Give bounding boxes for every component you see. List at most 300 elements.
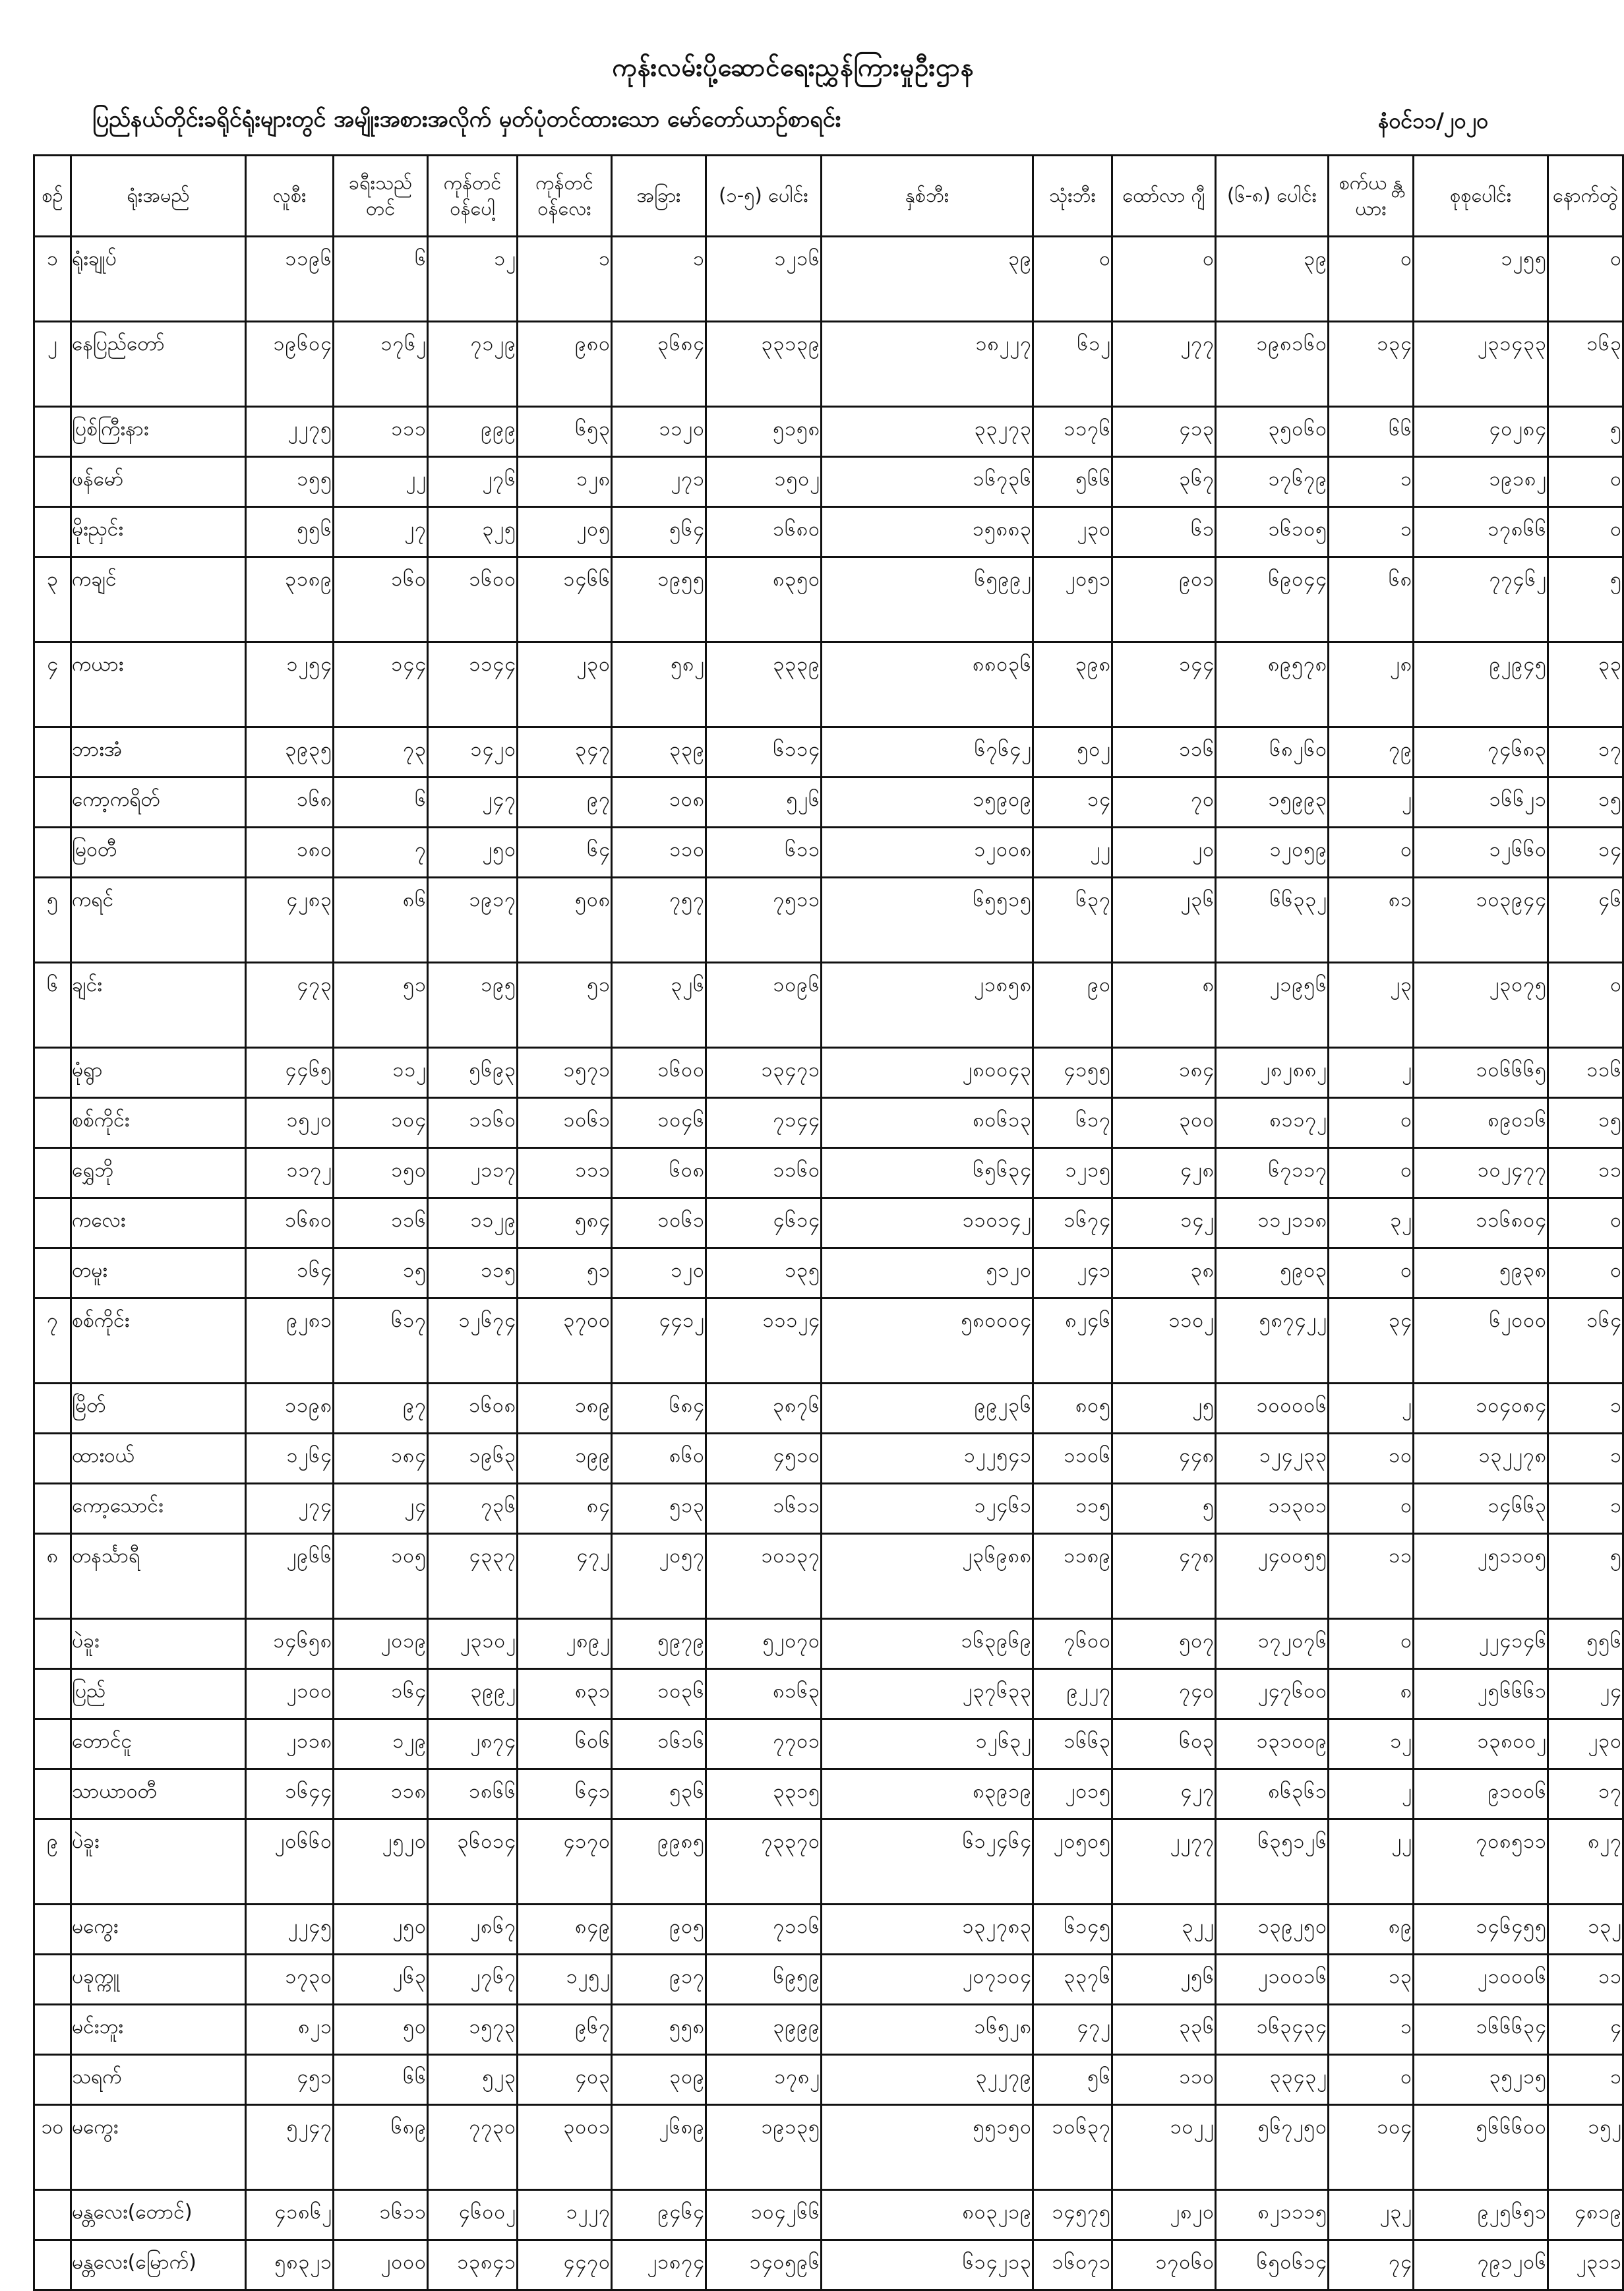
row-value-cell: ၉၈၀ [518,322,612,407]
row-value-cell: ၁၇၀၆၀ [1112,2240,1216,2290]
row-value-cell: ၈၁၁၇၂ [1216,1098,1329,1148]
row-value-cell: ၄၇၂ [518,1534,612,1619]
row-value-cell: ၃၆၇ [1112,457,1216,507]
row-value-cell: ၆၀၆ [518,1719,612,1769]
row-value-cell: ၃၉ [1216,237,1329,322]
row-value-cell: ၁၁၆၈၀၄ [1414,1198,1548,1248]
row-value-cell: ၁၂၆၄ [246,1434,334,1484]
row-serial: ၈ [34,1534,71,1619]
row-value-cell: ၆၄၁ [518,1769,612,1819]
row-serial [34,1955,71,2005]
row-value-cell: ၆၆ [1329,407,1414,457]
row-value-cell: ၅၅၆ [246,507,334,557]
row-value-cell: ၇၆၀၀ [1033,1619,1112,1669]
row-value-cell: ၁၆၆၃ [1033,1719,1112,1769]
row-value-cell: ၁၅ [1548,778,1623,828]
row-serial [34,1384,71,1434]
row-value-cell: ၄၅၁၀ [706,1434,822,1484]
row-value-cell: ၂၂၇၅ [246,407,334,457]
row-value-cell: ၂၃၀ [1033,507,1112,557]
row-value-cell: ၁၁၇၂ [246,1148,334,1198]
row-value-cell: ၇၇၃၀ [428,2105,518,2190]
row-value-cell: ၁၆၃၄၃၄ [1216,2005,1329,2055]
row-value-cell: ၄၄၈ [1112,1434,1216,1484]
table-row [34,1905,1623,1955]
row-value-cell: ၁၅၂၀ [246,1098,334,1148]
row-value-cell: ၁၀၁၃၇ [706,1534,822,1619]
row-value-cell: ၃၂၅ [428,507,518,557]
row-value-cell: ၁၃၄ [1329,322,1414,407]
row-value-cell: ၁၄၆၅၈ [246,1619,334,1669]
row-value-cell: ၂၂ [1329,1819,1414,1905]
row-serial [34,1148,71,1198]
row-value-cell: ၂၃၁၀၂ [428,1619,518,1669]
row-value-cell: ၈၃၉၁၉ [822,1769,1033,1819]
row-value-cell: ၃၉၈ [1033,642,1112,727]
row-value-cell: ၂၄ [1548,1669,1623,1719]
row-value-cell: ၁၆၀၈ [428,1384,518,1434]
row-value-cell: ၂၃၂ [1329,2190,1414,2240]
row-serial [34,1484,71,1534]
row-value-cell: ၆၈၂၆၀ [1216,727,1329,778]
row-value-cell: ၆၉၅၉ [706,1955,822,2005]
row-office-name: တောင်ငူ [71,1719,246,1769]
row-value-cell: ၂၅၂၀ [334,1819,428,1905]
row-value-cell: ၆၅၉၉၂ [822,557,1033,642]
row-value-cell: ၁၃၅ [706,1248,822,1298]
row-value-cell: ၃၂ [1329,1198,1414,1248]
row-value-cell: ၂၁၈၇၄ [612,2240,706,2290]
row-value-cell: ၁၉၆၀၄ [246,322,334,407]
row-value-cell: ၅၉၃၈ [1414,1248,1548,1298]
row-value-cell: ၇၇၀၁ [706,1719,822,1769]
row-value-cell: ၂၅၀ [334,1905,428,1955]
row-value-cell: ၂၇၁ [612,457,706,507]
row-value-cell: ၁၁၀ [1112,2055,1216,2105]
row-value-cell: ၂၁၉၅၆ [1216,963,1329,1048]
row-value-cell: ၂၅၁၁၀၅ [1414,1534,1548,1619]
row-value-cell: ၁၀၈ [612,778,706,828]
row-value-cell: ၁၆၈၀ [246,1198,334,1248]
table-row [34,642,1623,727]
row-value-cell: ၉၁၀၀၆ [1414,1769,1548,1819]
row-value-cell: ၇၁၂၉ [428,322,518,407]
row-value-cell: ၈၉၅၇၈ [1216,642,1329,727]
document-title: ကုန်းလမ်းပို့ဆောင်ရေးညွှန်ကြားမှုဦးဌာန [612,53,975,82]
row-office-name: တနင်္သာရီ [71,1534,246,1619]
row-value-cell: ၃၆၀၁၄ [428,1819,518,1905]
row-value-cell: ၃၃၉ [612,727,706,778]
row-value-cell: ၃၂၂၇၉ [822,2055,1033,2105]
row-value-cell: ၄၁၃ [1112,407,1216,457]
row-value-cell: ၃၁၈၉ [246,557,334,642]
row-value-cell: ၁၉၁၈၂ [1414,457,1548,507]
row-value-cell: ၁ [1548,1484,1623,1534]
row-value-cell: ၅၁၂၀ [822,1248,1033,1298]
table-row [34,963,1623,1048]
row-value-cell: ၇၇၄၆၂ [1414,557,1548,642]
row-value-cell: ၂၀၅၇ [612,1534,706,1619]
row-value-cell: ၃၄ [1329,1298,1414,1384]
row-serial [34,1198,71,1248]
row-value-cell: ၆၅၃ [518,407,612,457]
row-value-cell: ၆၀၃ [1112,1719,1216,1769]
row-value-cell: ၁၆၇၃၆ [822,457,1033,507]
row-value-cell: ၁၃၈၀၀၂ [1414,1719,1548,1769]
row-value-cell: ၅၅၈ [612,2005,706,2055]
table-row [34,1769,1623,1819]
row-value-cell: ၉၀၅ [612,1905,706,1955]
row-value-cell: ၁၁၈၉ [1033,1534,1112,1619]
row-serial: ၅ [34,878,71,963]
row-value-cell: ၁၁၁ [334,407,428,457]
row-value-cell: ၁၁၄၄ [428,642,518,727]
row-value-cell: ၁၀၆၆၆၅ [1414,1048,1548,1098]
row-value-cell: ၅၆၆ [1033,457,1112,507]
row-value-cell: ၁ [1329,507,1414,557]
row-serial [34,828,71,878]
header-subtotal-1-5: (၁-၅) ပေါင်း [706,156,822,237]
row-value-cell: ၆၉၀၄၄ [1216,557,1329,642]
row-value-cell: ၁၄၂ [1112,1198,1216,1248]
row-value-cell: ၈၂၁ [246,2005,334,2055]
row-value-cell: ၁၂ [428,237,518,322]
header-three-wheeler: သုံးဘီး [1033,156,1112,237]
row-value-cell: ၁၆၃၉၆၉ [822,1619,1033,1669]
row-value-cell: ၁၉၁၃၅ [706,2105,822,2190]
row-value-cell: ၅၆၄ [612,507,706,557]
row-value-cell: ၂၃၀ [1548,1719,1623,1769]
row-office-name: မိုးညှင်း [71,507,246,557]
row-office-name: စစ်ကိုင်း [71,1098,246,1148]
row-value-cell: ၇ [334,828,428,878]
row-value-cell: ၈၉ [1329,1905,1414,1955]
row-value-cell: ၅၈၂ [612,642,706,727]
table-row [34,1384,1623,1434]
row-value-cell: ၉၆၇ [518,2005,612,2055]
row-value-cell: ၀ [1033,237,1112,322]
row-value-cell: ၀ [1329,2055,1414,2105]
row-value-cell: ၀ [1548,457,1623,507]
row-value-cell: ၅၆ [1033,2055,1112,2105]
row-value-cell: ၁၀၆၁ [518,1098,612,1148]
row-value-cell: ၅၁ [518,963,612,1048]
row-value-cell: ၁၀၃၉၄၄ [1414,878,1548,963]
row-value-cell: ၁၆၃ [1548,322,1623,407]
row-value-cell: ၃၉၉၉ [706,2005,822,2055]
row-value-cell: ၁၁၁၂၄ [706,1298,822,1384]
row-office-name: ပဲခူး [71,1819,246,1905]
row-value-cell: ၂ [1329,1048,1414,1098]
row-office-name: ကယား [71,642,246,727]
row-value-cell: ၁၅၅ [246,457,334,507]
row-value-cell: ၁၆၆၂၁ [1414,778,1548,828]
row-value-cell: ၁၁၈ [334,1769,428,1819]
row-value-cell: ၂၃၆ [1112,878,1216,963]
row-value-cell: ၁၅၈၈၃ [822,507,1033,557]
row-value-cell: ၂၈ [1329,642,1414,727]
row-value-cell: ၃၃၆ [1112,2005,1216,2055]
row-value-cell: ၂၅ [1112,1384,1216,1434]
row-value-cell: ၈၀၅ [1033,1384,1112,1434]
row-value-cell: ၇၉၁၂၀၆ [1414,2240,1548,2290]
row-value-cell: ၇၃၆ [428,1484,518,1534]
row-value-cell: ၁၀၄၀၈၄ [1414,1384,1548,1434]
row-value-cell: ၁၆၈ [246,778,334,828]
row-value-cell: ၈၂၄၆ [1033,1298,1112,1384]
row-value-cell: ၁၃၉၂၅၀ [1216,1905,1329,1955]
row-value-cell: ၂၁၀၀ [246,1669,334,1719]
row-value-cell: ၅ [1112,1484,1216,1534]
row-value-cell: ၁၂၁၆ [706,237,822,322]
row-value-cell: ၁၂၆၃၂ [822,1719,1033,1769]
row-value-cell: ၅၀၇ [1112,1619,1216,1669]
row-value-cell: ၁၃၂ [1548,1905,1623,1955]
row-value-cell: ၄၀၂၈၄ [1414,407,1548,457]
row-value-cell: ၂၃၆၉၈၈ [822,1534,1033,1619]
row-value-cell: ၀ [1329,1098,1414,1148]
row-value-cell: ၅၅၁၅၀ [822,2105,1033,2190]
header-office-name: ရုံးအမည် [71,156,246,237]
row-value-cell: ၁၀၅ [334,1534,428,1619]
table-row [34,878,1623,963]
row-value-cell: ၁၄၂၀ [428,727,518,778]
row-value-cell: ၂၂ [334,457,428,507]
row-value-cell: ၁ [1329,2005,1414,2055]
row-office-name: ဖန်မော် [71,457,246,507]
row-serial [34,1719,71,1769]
row-value-cell: ၁၁၂၁၁၈ [1216,1198,1329,1248]
row-value-cell: ၇၅၇ [612,878,706,963]
row-value-cell: ၆၃၅၁၂၆ [1216,1819,1329,1905]
row-value-cell: ၁ [612,237,706,322]
row-office-name: ကချင် [71,557,246,642]
row-value-cell: ၁၆၀၇၁ [1033,2240,1112,2290]
table-body [34,237,1623,2290]
table-row [34,1248,1623,1298]
row-value-cell: ၄ [1548,2005,1623,2055]
table-row [34,1048,1623,1098]
row-value-cell: ၅၆၆၆၀၀ [1414,2105,1548,2190]
row-value-cell: ၄၁၅၅ [1033,1048,1112,1098]
row-value-cell: ၅၁၃ [612,1484,706,1534]
row-value-cell: ၂၅၆ [1112,1955,1216,2005]
row-value-cell: ၅၂၃ [428,2055,518,2105]
row-value-cell: ၁၅၂ [1548,2105,1623,2190]
row-value-cell: ၃၀၉ [612,2055,706,2105]
row-value-cell: ၂၀၅ [518,507,612,557]
row-value-cell: ၉၂၉၄၅ [1414,642,1548,727]
row-value-cell: ၃၅၀၆၀ [1216,407,1329,457]
row-value-cell: ၁၁၀ [612,828,706,878]
row-value-cell: ၃၃၁၃၉ [706,322,822,407]
row-value-cell: ၂၄၇၆၀၀ [1216,1669,1329,1719]
row-value-cell: ၉၂၈၁ [246,1298,334,1384]
row-value-cell: ၁၂၁၅ [1033,1148,1112,1198]
table-row [34,1198,1623,1248]
row-value-cell: ၄၄၇၀ [518,2240,612,2290]
row-serial [34,1048,71,1098]
row-value-cell: ၁၁၂ [334,1048,428,1098]
row-value-cell: ၂ [1329,1769,1414,1819]
row-value-cell: ၁၆၀ [334,557,428,642]
row-value-cell: ၈၆ [334,878,428,963]
row-value-cell: ၃၃၇၆ [1033,1955,1112,2005]
table-row [34,1148,1623,1198]
table-row [34,2105,1623,2190]
row-value-cell: ၆၁၇ [334,1298,428,1384]
row-value-cell: ၁၂၂၅၄၁ [822,1434,1033,1484]
row-value-cell: ၄၆၁၄ [706,1198,822,1248]
row-office-name: မင်းဘူး [71,2005,246,2055]
row-office-name: တမူး [71,1248,246,1298]
row-value-cell: ၀ [1548,1248,1623,1298]
row-value-cell: ၁၀၄ [1329,2105,1414,2190]
row-value-cell: ၁၀၂၄၇၇ [1414,1148,1548,1198]
row-value-cell: ၁၇၂၀၇၆ [1216,1619,1329,1669]
row-value-cell: ၁ [1548,1434,1623,1484]
row-value-cell: ၁၄၆၄၅၅ [1414,1905,1548,1955]
table-row [34,1619,1623,1669]
table-row [34,2240,1623,2290]
row-value-cell: ၁၀၆၃၇ [1033,2105,1112,2190]
row-value-cell: ၃၆၈၄ [612,322,706,407]
row-value-cell: ၈၃၅၀ [706,557,822,642]
row-value-cell: ၁၆၄ [334,1669,428,1719]
row-office-name: မြဝတီ [71,828,246,878]
row-value-cell: ၂၈၆၇ [428,1905,518,1955]
row-office-name: ဘားအံ [71,727,246,778]
row-value-cell: ၁၇ [1548,727,1623,778]
row-value-cell: ၁၈၀ [246,828,334,878]
row-value-cell: ၂၃၁၁ [1548,2240,1623,2290]
row-value-cell: ၁၁၆ [1548,1048,1623,1098]
row-value-cell: ၁၂၀၅၉ [1216,828,1329,878]
row-value-cell: ၁၁၀၁၄၂ [822,1198,1033,1248]
row-value-cell: ၁၁၉၆ [246,237,334,322]
row-value-cell: ၁၆၀၀ [612,1048,706,1098]
vehicle-registration-table [33,154,1624,2291]
row-serial [34,727,71,778]
header-heavy-truck: ကုန်တင် ဝန်လေး [518,156,612,237]
row-value-cell: ၂၂ [1033,828,1112,878]
row-value-cell: ၁၀၄၆ [612,1098,706,1148]
row-value-cell: ၁၂၀၀၈ [822,828,1033,878]
row-value-cell: ၁၄၀၅၉၆ [706,2240,822,2290]
row-value-cell: ၂၀၁၉ [334,1619,428,1669]
row-value-cell: ၁၁၇၆ [1033,407,1112,457]
row-serial [34,457,71,507]
row-value-cell: ၃၀၀ [1112,1098,1216,1148]
row-value-cell: ၉၂၂၇ [1033,1669,1112,1719]
row-value-cell: ၁၂၅၅ [1414,237,1548,322]
row-value-cell: ၅၈၀၀၀၄ [822,1298,1033,1384]
row-value-cell: ၇၄ [1329,2240,1414,2290]
reference-number: နံဝင်၁၁/၂၀၂၀ [1378,108,1489,133]
row-value-cell: ၂၈၇၄ [428,1719,518,1769]
row-value-cell: ၂၇ [334,507,428,557]
row-value-cell: ၅၈၃၂၁ [246,2240,334,2290]
row-value-cell: ၇၁၁၆ [706,1905,822,1955]
table-row [34,778,1623,828]
row-value-cell: ၄၃၃၇ [428,1534,518,1619]
row-value-cell: ၂၂၄၅ [246,1905,334,1955]
row-value-cell: ၂၅၀ [428,828,518,878]
row-office-name: ကော့ကရိတ် [71,778,246,828]
table-row [34,1719,1623,1769]
row-value-cell: ၁၀၂၂ [1112,2105,1216,2190]
row-office-name: ပြစ်ကြီးနား [71,407,246,457]
row-value-cell: ၂၀၅၁ [1033,557,1112,642]
row-value-cell: ၁၁၀၂ [1112,1298,1216,1384]
row-value-cell: ၁၂၄၂၃၃ [1216,1434,1329,1484]
row-value-cell: ၂၆၃ [334,1955,428,2005]
header-other: အခြား [612,156,706,237]
row-value-cell: ၇၅၁၁ [706,878,822,963]
row-value-cell: ၅၉၇၉ [612,1619,706,1669]
row-value-cell: ၂၀၀၀ [334,2240,428,2290]
row-value-cell: ၆၈၉ [334,2105,428,2190]
row-value-cell: ၅ [1548,1534,1623,1619]
row-value-cell: ၉၁၇ [612,1955,706,2005]
row-value-cell: ၁၆၄၄ [246,1769,334,1819]
row-value-cell: ၁၁၆ [334,1198,428,1248]
row-value-cell: ၉၇ [518,778,612,828]
row-value-cell: ၉၇ [334,1384,428,1434]
row-value-cell: ၁၁၁ [518,1148,612,1198]
row-office-name: ကရင် [71,878,246,963]
row-value-cell: ၆ [334,778,428,828]
row-serial [34,778,71,828]
row-value-cell: ၁ [1329,457,1414,507]
row-value-cell: ၃၈၇၆ [706,1384,822,1434]
row-value-cell: ၂၄ [334,1484,428,1534]
row-value-cell: ၂၁၁၈ [246,1719,334,1769]
row-value-cell: ၅၁၅၈ [706,407,822,457]
row-value-cell: ၁၄၄ [1112,642,1216,727]
row-value-cell: ၄၅၁ [246,2055,334,2105]
row-value-cell: ၈၀၃၂၁၉ [822,2190,1033,2240]
row-value-cell: ၁၁၃၀၁ [1216,1484,1329,1534]
row-value-cell: ၁၉၁၇ [428,878,518,963]
row-value-cell: ၇၃၃၇၀ [706,1819,822,1905]
row-value-cell: ၉၀၁ [1112,557,1216,642]
row-value-cell: ၆၇၆၄၂ [822,727,1033,778]
table-row [34,557,1623,642]
row-value-cell: ၉၉၉ [428,407,518,457]
row-value-cell: ၁၁၆၀ [428,1098,518,1148]
row-value-cell: ၂ [1329,778,1414,828]
row-value-cell: ၄၂၈ [1112,1148,1216,1198]
row-value-cell: ၁၁၉၈ [246,1384,334,1434]
table-row [34,1819,1623,1905]
header-serial: စဉ် [34,156,71,237]
row-value-cell: ၁၆၁၁ [706,1484,822,1534]
table-row [34,1534,1623,1619]
row-value-cell: ၁၉၅ [428,963,518,1048]
table-row [34,507,1623,557]
row-value-cell: ၃၃၃၉ [706,642,822,727]
row-value-cell: ၂၀၇၁၀၄ [822,1955,1033,2005]
row-value-cell: ၁၄၅၇၅ [1033,2190,1112,2240]
row-value-cell: ၃၉၃၅ [246,727,334,778]
document-subtitle: ပြည်နယ်တိုင်းခရိုင်ရုံးများတွင် အမျိုးအစားအလိုက် မှတ်ပုံတင်ထားသော မော်တော်ယာဉ်စာရင်း [92,106,841,133]
row-value-cell: ၁၆၁၁ [334,2190,428,2240]
row-value-cell: ၄၂၈၃ [246,878,334,963]
row-value-cell: ၂၇၇ [1112,322,1216,407]
row-value-cell: ၁၇၆၇၉ [1216,457,1329,507]
row-value-cell: ၄၇၂ [1033,2005,1112,2055]
